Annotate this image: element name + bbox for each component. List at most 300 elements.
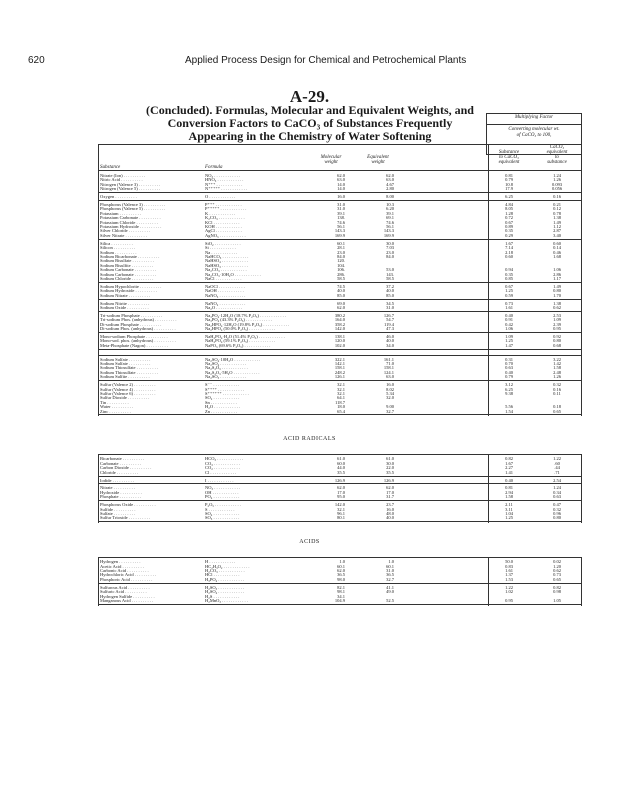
equivalent-weight: 84.0 <box>386 253 394 259</box>
factor-from-caco3: .60 <box>554 460 560 466</box>
molecular-weight: 14.0 <box>337 181 345 187</box>
factor-from-caco3: 1.06 <box>553 267 561 273</box>
molecular-weight: 32.1 <box>337 382 345 388</box>
row-divider <box>98 200 581 201</box>
row-divider <box>98 192 581 193</box>
substance-name: Carbonate . . . . . . . . . . <box>100 460 141 466</box>
substance-name: Sodium Hydroxide . . . . . . . . . . <box>100 288 157 294</box>
factor-from-caco3: 2.87 <box>553 228 561 234</box>
substance-name: Phosphate . . . . . . . . . . <box>100 494 141 500</box>
molecular-weight: 32.1 <box>337 386 345 392</box>
formula-cell: NaNO₃ . . . . . . . . . . . . <box>205 292 246 298</box>
header-line: Substance <box>498 150 520 155</box>
factor-from-caco3: 0.16 <box>553 194 561 200</box>
substance-name: Sodium Chloride . . . . . . . . . . <box>100 275 154 281</box>
factor-from-caco3: 0.14 <box>553 245 561 251</box>
substance-name: Sodium Bicarbonate . . . . . . . . . . <box>100 253 160 259</box>
formula-cell: H₂O . . . . . . . . . . . . <box>205 404 241 410</box>
table-title-line: Appearing in the Chemistry of Water Softening <box>188 129 432 143</box>
factor-from-caco3: 0.34 <box>553 489 561 495</box>
molecular-weight: 143.3 <box>334 228 345 234</box>
header-line: substance <box>547 160 567 165</box>
substance-name: Bicarbonate . . . . . . . . . . <box>100 456 145 462</box>
factor-to-caco3: 0.95 <box>505 597 513 603</box>
factor-from-caco3: 2.54 <box>553 477 561 483</box>
formula-cell: NO₃ . . . . . . . . . . . . <box>205 485 241 491</box>
row-divider <box>98 282 581 283</box>
equivalent-weight: 40.0 <box>386 338 394 344</box>
molecular-weight: 96.1 <box>337 510 345 516</box>
column-rule <box>581 144 582 416</box>
factor-to-caco3: 6.25 <box>505 194 513 200</box>
equivalent-weight: 30.0 <box>386 460 394 466</box>
molecular-weight: 31.0 <box>337 202 345 207</box>
factor-from-caco3: 1.26 <box>553 374 561 380</box>
formula-cell: AgNO₃ . . . . . . . . . . . . <box>205 232 246 238</box>
substance-name: Zinc . . . . . . . . . . <box>100 408 131 414</box>
equivalent-weight: 58.5 <box>386 275 394 281</box>
formula-cell: P⁺⁺⁺ . . . . . . . . . . . . <box>205 202 242 207</box>
equivalent-weight: 4.67 <box>386 181 394 187</box>
equivalent-weight: 7.03 <box>386 245 394 251</box>
equivalent-weight: 9.00 <box>386 404 394 410</box>
molecular-weight: 35.5 <box>337 469 345 475</box>
substance-name: Tri-sodium Phosphate . . . . . . . . . . <box>100 312 163 318</box>
equivalent-weight: 62.0 <box>386 173 394 178</box>
molecular-weight: 39.1 <box>337 210 345 216</box>
substance-name: Phosphorus Oxide . . . . . . . . . . <box>100 502 156 508</box>
factor-from-caco3: 0.95 <box>553 326 561 331</box>
formula-cell: Na₃PO₄·12H₂O (18.7% P₂O₅) . . . . . . . . . . . . <box>205 312 286 318</box>
substance-name: Di-sodium Phosphate . . . . . . . . . . <box>100 321 162 327</box>
equivalent-weight: 169.9 <box>383 232 394 238</box>
formula-cell: CO₃ . . . . . . . . . . . . <box>205 460 240 466</box>
molecular-weight: 63.0 <box>337 177 345 183</box>
factor-from-caco3: 0.32 <box>553 382 561 388</box>
substance-name: Phosphoric Acid . . . . . . . . . . <box>100 576 153 582</box>
factor-to-caco3: 0.59 <box>505 292 513 298</box>
molecular-weight: 380.2 <box>334 312 345 318</box>
formula-cell: NaNO₂ . . . . . . . . . . . . <box>205 300 246 306</box>
factor-to-caco3: 1.22 <box>505 584 513 590</box>
factor-from-caco3: 0.80 <box>553 515 561 521</box>
column-rule <box>98 557 99 606</box>
factor-to-caco3: 1.28 <box>505 210 513 216</box>
factor-to-caco3: 0.60 <box>505 253 513 259</box>
equivalent-weight: 22.0 <box>386 465 394 471</box>
header-line: equivalent <box>546 150 568 155</box>
substance-name: Mono-sodium Phosphate . . . . . . . . . . <box>100 333 168 339</box>
factor-to-caco3: 0.81 <box>505 485 513 491</box>
formula-cell: P₂O₅ . . . . . . . . . . . . <box>205 502 241 508</box>
substance-name: Nitrogen (Valence 5) . . . . . . . . . . <box>100 186 161 192</box>
equivalent-weight: 126.9 <box>383 477 394 483</box>
formula-cell: N⁺⁺⁺⁺⁺ . . . . . . . . . . . . <box>205 186 248 192</box>
factor-to-caco3: 0.63 <box>505 365 513 371</box>
equivalent-weight: 41.1 <box>386 584 394 590</box>
factor-from-caco3: 0.65 <box>553 408 561 414</box>
molecular-weight: 138. <box>337 215 345 221</box>
factor-from-caco3: 0.92 <box>553 333 561 339</box>
molecular-weight: 120. <box>337 258 345 264</box>
substance-name: Potassium Carbonate . . . . . . . . . . <box>100 215 161 221</box>
factor-from-caco3: 0.78 <box>553 210 561 216</box>
substance-name: Sodium Sulfate . . . . . . . . . . <box>100 356 151 362</box>
factor-to-caco3: 3.12 <box>505 382 513 388</box>
equivalent-weight: 143. <box>386 271 394 277</box>
page-header <box>0 55 619 69</box>
substance-name: Sodium Carbonate . . . . . . . . . . <box>100 271 157 277</box>
factor-from-caco3: 0.21 <box>553 202 561 207</box>
molecular-weight: 126.1 <box>334 374 345 380</box>
substance-name: Sodium Oxide . . . . . . . . . . <box>100 304 149 310</box>
substance-name: Sulfate . . . . . . . . . . <box>100 510 136 516</box>
substance-name: Nitrogen (Valence 3) . . . . . . . . . . <box>100 181 161 187</box>
substance-name: Tri-sodium Phos. (anhydrous) . . . . . . . . . . <box>100 317 177 323</box>
factor-from-caco3: 1.24 <box>553 173 561 178</box>
equivalent-weight: 48.0 <box>386 510 394 516</box>
substance-name: Chloride . . . . . . . . . . <box>100 469 139 475</box>
substance-name: Sulfur Trioxide . . . . . . . . . . <box>100 515 151 521</box>
equivalent-weight: 8.02 <box>386 386 394 392</box>
factor-from-caco3: 1.20 <box>553 563 561 569</box>
molecular-weight: 104. <box>337 262 345 268</box>
running-title: Applied Process Design for Chemical and Petrochemical Plants <box>185 55 467 66</box>
equivalent-weight: 71.0 <box>386 361 394 366</box>
formula-cell: SO₃ . . . . . . . . . . . . <box>205 515 240 521</box>
equivalent-weight: 40.0 <box>386 515 394 521</box>
factor-from-caco3: 0.11 <box>553 390 561 396</box>
multiplying-factor-subtitle: of CaCO₃ to 100, <box>516 133 552 138</box>
factor-from-caco3: 0.18 <box>553 404 561 410</box>
formula-cell: Zn . . . . . . . . . . . . <box>205 408 237 414</box>
molecular-weight: 1.0 <box>339 559 345 565</box>
substance-name: Silica . . . . . . . . . . <box>100 240 133 246</box>
molecular-weight: 142.0 <box>334 326 345 331</box>
substance-name: Di-sodium Phos. (anhydrous) . . . . . . . . . . <box>100 326 176 331</box>
molecular-weight: 62.0 <box>337 173 345 178</box>
row-divider <box>98 500 581 501</box>
factor-to-caco3: 0.40 <box>505 477 513 483</box>
factor-from-caco3: .44 <box>554 465 560 471</box>
header-line: CaCO₃ <box>549 145 565 150</box>
molecular-weight: 120.0 <box>334 338 345 344</box>
factor-to-caco3: 0.35 <box>505 271 513 277</box>
section-title-acids: ACIDS <box>299 539 320 546</box>
substance-name: Sulfur Dioxide . . . . . . . . . . <box>100 395 150 401</box>
table-title <box>140 104 480 143</box>
molecular-weight: 80.1 <box>337 515 345 521</box>
factor-from-caco3: 3.22 <box>553 356 561 362</box>
factor-to-caco3: 0.94 <box>505 267 513 273</box>
factor-to-caco3: 10.8 <box>505 181 513 187</box>
equivalent-weight: 126.7 <box>383 312 394 318</box>
formula-cell: Cl . . . . . . . . . . . . <box>205 469 237 475</box>
factor-to-caco3: 0.29 <box>505 232 513 238</box>
factor-from-caco3: 0.32 <box>553 506 561 512</box>
factor-from-caco3: 0.65 <box>553 576 561 582</box>
factor-to-caco3: 0.89 <box>505 224 513 229</box>
molecular-weight: 31.0 <box>337 206 345 212</box>
formula-cell: PO₄ . . . . . . . . . . . . <box>205 494 240 500</box>
formula-cell: NaOCl . . . . . . . . . . . . <box>205 283 245 289</box>
molecular-weight: 126.9 <box>334 477 345 483</box>
molecular-weight: 158.1 <box>334 365 345 371</box>
row-divider <box>98 583 581 584</box>
factor-to-caco3: 0.70 <box>505 361 513 366</box>
factor-from-caco3: 1.24 <box>553 485 561 491</box>
equivalent-weight: 6.20 <box>386 206 394 212</box>
formula-cell: Na₂O . . . . . . . . . . . . <box>205 304 243 310</box>
factor-from-caco3: 0.12 <box>553 206 561 212</box>
table-number: A-29. <box>289 87 330 106</box>
factor-to-caco3: 0.82 <box>505 456 513 462</box>
substance-name: Sodium Bisulfate . . . . . . . . . . <box>100 258 154 264</box>
molecular-weight: 138.1 <box>334 333 345 339</box>
factor-from-caco3: 1.22 <box>553 456 561 462</box>
molecular-weight: 82.1 <box>337 584 345 590</box>
substance-name: Carbonic Acid . . . . . . . . . . <box>100 568 149 573</box>
equivalent-weight: 52.5 <box>386 597 394 603</box>
equivalent-weight: 32.7 <box>386 576 394 582</box>
molecular-weight: 62.0 <box>337 485 345 491</box>
molecular-weight: 65.4 <box>337 408 345 414</box>
formula-cell: NO₃ . . . . . . . . . . . . <box>205 173 241 178</box>
column-rule <box>488 454 489 523</box>
multiplying-factor-subtitle: Converting molecular wt. <box>508 127 560 132</box>
equivalent-weight: 161.1 <box>383 356 394 362</box>
row-divider <box>98 170 581 171</box>
column-rule <box>98 454 99 523</box>
substance-name: Oxygen . . . . . . . . . . <box>100 194 137 200</box>
factor-to-caco3: 0.31 <box>505 356 513 362</box>
factor-to-caco3: 0.40 <box>505 369 513 375</box>
formula-cell: H₂SO₃ . . . . . . . . . . . . <box>205 584 245 590</box>
substance-name: Potassium Chloride . . . . . . . . . . <box>100 219 158 225</box>
substance-name: Sulfuric Acid . . . . . . . . . . <box>100 589 147 595</box>
equivalent-weight: 16.0 <box>386 382 394 388</box>
molecular-weight: 58.5 <box>337 275 345 281</box>
substance-name: Sulfur (Valence 4) . . . . . . . . . . <box>100 386 156 392</box>
equivalent-weight: 1.0 <box>388 559 394 565</box>
header-line: to CaCO₃ <box>499 155 519 160</box>
factor-from-caco3: 1.05 <box>553 597 561 603</box>
factor-to-caco3: 1.47 <box>505 342 513 348</box>
formula-cell: Na₂HPO₄·12H₂O (19.8% P₂O₅) . . . . . . . . . . . . <box>205 321 290 327</box>
substance-name: Sulfur (Valence 6) . . . . . . . . . . <box>100 390 156 396</box>
substance-name: Sodium Bisulfite . . . . . . . . . . <box>100 262 154 268</box>
substance-name: Silver Nitrate . . . . . . . . . . <box>100 232 147 238</box>
molecular-weight: 16.0 <box>337 194 345 200</box>
equivalent-weight: 62.0 <box>386 485 394 491</box>
equivalent-weight: 54.7 <box>386 317 394 323</box>
equivalent-weight: 40.0 <box>386 288 394 294</box>
equivalent-weight: 34.5 <box>386 300 394 306</box>
molecular-weight: 106. <box>337 267 345 273</box>
factor-to-caco3: 1.06 <box>505 326 513 331</box>
formula-cell: SiO₂ . . . . . . . . . . . . <box>205 240 241 246</box>
formula-cell: NaPO₃ (69.6% P₂O₅) . . . . . . . . . . . . <box>205 342 271 348</box>
equivalent-weight: 2.80 <box>386 186 394 192</box>
substance-name: Sodium Nitrite . . . . . . . . . . <box>100 300 150 306</box>
factor-to-caco3: 1.54 <box>505 408 513 414</box>
substance-name: Potassium Hydroxide . . . . . . . . . . <box>100 224 162 229</box>
molecular-weight: 286. <box>337 271 345 277</box>
factor-to-caco3: 7.14 <box>505 245 513 251</box>
molecular-weight: 17.0 <box>337 489 345 495</box>
formula-cell: H₂S . . . . . . . . . . . . <box>205 593 240 599</box>
factor-from-caco3: 0.98 <box>553 589 561 595</box>
column-rule <box>581 454 582 523</box>
formula-cell: K . . . . . . . . . . . . <box>205 210 236 216</box>
row-divider <box>98 332 581 333</box>
row-divider <box>98 299 581 300</box>
factor-from-caco3: 0.47 <box>553 502 561 508</box>
header-substance: Substance <box>100 165 121 170</box>
factor-to-caco3: 1.67 <box>505 460 513 466</box>
factor-from-caco3: 0.82 <box>553 584 561 590</box>
factor-from-caco3: 0.46 <box>553 249 561 255</box>
substance-name: Hydrochloric Acid . . . . . . . . . . <box>100 572 157 578</box>
factor-to-caco3: 1.09 <box>505 333 513 339</box>
molecular-weight: 142.0 <box>334 502 345 508</box>
factor-from-caco3: 0.80 <box>553 288 561 294</box>
row-divider <box>98 239 581 240</box>
equivalent-weight: 124.1 <box>383 369 394 375</box>
factor-from-caco3: 0.056 <box>551 186 563 192</box>
formula-cell: Na₂CO₃·10H₂O . . . . . . . . . . . . <box>205 271 261 277</box>
column-rule <box>581 557 582 606</box>
substance-name: Nitrate (Ion) . . . . . . . . . . <box>100 173 146 178</box>
factor-to-caco3: 17.9 <box>505 186 513 192</box>
header-sub-to-caco3 <box>490 150 528 165</box>
equivalent-weight: 23.0 <box>386 249 394 255</box>
factor-to-caco3: 1.53 <box>505 576 513 582</box>
formula-cell: I . . . . . . . . . . . . <box>205 477 234 483</box>
equivalent-weight: 60.1 <box>386 563 394 569</box>
formula-cell: H₂MnO₃ . . . . . . . . . . . . <box>205 597 248 603</box>
row-divider <box>98 483 581 484</box>
formula-cell: Na₂HPO₄ (50.0% P₂O₅) . . . . . . . . . . . . <box>205 326 276 331</box>
molecular-weight: 322.1 <box>334 356 345 362</box>
molecular-weight: 64.1 <box>337 395 345 401</box>
molecular-weight: 104.9 <box>334 597 345 603</box>
substance-name: Carbon Dioxide . . . . . . . . . . <box>100 465 152 471</box>
factor-to-caco3: 2.27 <box>505 465 513 471</box>
equivalent-weight: 143.3 <box>383 228 394 234</box>
factor-to-caco3: 3.11 <box>505 506 513 512</box>
factor-from-caco3: 0.80 <box>553 338 561 344</box>
factor-to-caco3: 9.38 <box>505 390 513 396</box>
header-molecular <box>315 155 347 165</box>
factor-from-caco3: 0.62 <box>553 304 561 310</box>
substance-name: Mono-sod. phos. (anhydrous) . . . . . . . . . . <box>100 338 176 344</box>
equivalent-weight: 10.3 <box>386 202 394 207</box>
equivalent-weight: 63.0 <box>386 374 394 380</box>
factor-to-caco3: 0.40 <box>505 312 513 318</box>
substance-name: Sodium . . . . . . . . . . <box>100 249 137 255</box>
substance-name: Hydroxide . . . . . . . . . . <box>100 489 142 495</box>
equivalent-weight: 63.0 <box>386 177 394 183</box>
substance-name: Sodium Thiosulfate . . . . . . . . . . <box>100 369 159 375</box>
multiplying-factor-title: Multiplying Factor <box>487 115 581 125</box>
header-line: Equivalent <box>367 155 389 160</box>
substance-name: Sodium Sulfate . . . . . . . . . . <box>100 361 151 366</box>
header-formula: Formula <box>205 165 223 170</box>
row-divider <box>98 380 581 381</box>
equivalent-weight: 31.0 <box>386 304 394 310</box>
factor-from-caco3: 0.73 <box>553 572 561 578</box>
formula-cell: Na₂CO₃ . . . . . . . . . . . . <box>205 267 247 273</box>
equivalent-weight: 39.1 <box>386 210 394 216</box>
equivalent-weight: 16.0 <box>386 506 394 512</box>
formula-cell: Na₂S₂O₃ . . . . . . . . . . . . <box>205 365 248 371</box>
factor-to-caco3: 1.41 <box>505 469 513 475</box>
factor-from-caco3: 1.17 <box>553 275 561 281</box>
molecular-weight: 60.0 <box>337 460 345 466</box>
formula-cell: Sn . . . . . . . . . . . . <box>205 399 237 405</box>
molecular-weight: 84.0 <box>337 253 345 259</box>
formula-cell: HCl . . . . . . . . . . . . <box>205 572 240 578</box>
formula-cell: NaOH . . . . . . . . . . . . <box>205 288 244 294</box>
factor-to-caco3: 0.35 <box>505 228 513 234</box>
row-divider <box>98 604 581 605</box>
factor-to-caco3: 0.83 <box>505 563 513 569</box>
equivalent-weight: 23.7 <box>386 502 394 508</box>
factor-from-caco3: 1.68 <box>553 253 561 259</box>
header-line: to <box>555 155 559 160</box>
factor-from-caco3: 1.42 <box>553 361 561 366</box>
formula-cell: K₂CO₃ . . . . . . . . . . . . <box>205 215 245 221</box>
substance-name: Sodium Thiosulfate . . . . . . . . . . <box>100 365 159 371</box>
substance-name: Sulfur (Valence 2) . . . . . . . . . . <box>100 382 156 388</box>
equivalent-weight: 61.0 <box>386 456 394 462</box>
molecular-weight: 28.1 <box>337 245 345 251</box>
factor-from-caco3: .71 <box>554 469 560 475</box>
formula-cell: NaHSO₄ . . . . . . . . . . . . <box>205 258 248 264</box>
row-divider <box>98 414 581 415</box>
factor-to-caco3: 0.42 <box>505 321 513 327</box>
equivalent-weight: 5.34 <box>386 390 394 396</box>
formula-cell: HC₂H₃O₂ . . . . . . . . . . . . <box>205 563 250 569</box>
page-number: 620 <box>28 55 45 66</box>
formula-cell: AgCl . . . . . . . . . . . . <box>205 228 242 234</box>
factor-from-caco3: 0.68 <box>553 342 561 348</box>
table-title-line: Conversion Factors to CaCO₃ of Substances Frequently <box>167 116 453 130</box>
header-equivalent <box>362 155 394 165</box>
molecular-weight: 95.0 <box>337 494 345 500</box>
equivalent-weight: 36.5 <box>386 572 394 578</box>
formula-cell: Na₂SO₃ . . . . . . . . . . . . <box>205 374 247 380</box>
formula-cell: HCO₃ . . . . . . . . . . . . <box>205 456 244 462</box>
molecular-weight: 61.0 <box>337 456 345 462</box>
formula-cell: OH . . . . . . . . . . . . <box>205 489 239 495</box>
substance-name: Meta-Phosphate (Nagon) . . . . . . . . . . <box>100 342 168 348</box>
formula-cell: KOH . . . . . . . . . . . . <box>205 224 242 229</box>
substance-name: Sodium Sulfite . . . . . . . . . . <box>100 374 150 380</box>
molecular-weight: 69.0 <box>337 300 345 306</box>
formula-cell: CO₂ . . . . . . . . . . . . <box>205 465 240 471</box>
substance-name: Sodium Carbonate . . . . . . . . . . <box>100 267 157 273</box>
factor-from-caco3: 0.16 <box>553 386 561 392</box>
factor-from-caco3: 1.49 <box>553 283 561 289</box>
table-title-line: (Concluded). Formulas, Molecular and Equivalent Weights, and <box>146 103 474 117</box>
equivalent-weight: 49.0 <box>386 589 394 595</box>
factor-to-caco3: 1.02 <box>505 589 513 595</box>
formula-cell: NaH₂PO₄·H₂O (51.4% P₂O₅) . . . . . . . . . . . . <box>205 333 285 339</box>
factor-to-caco3: 1.37 <box>505 572 513 578</box>
row-divider <box>98 355 581 356</box>
